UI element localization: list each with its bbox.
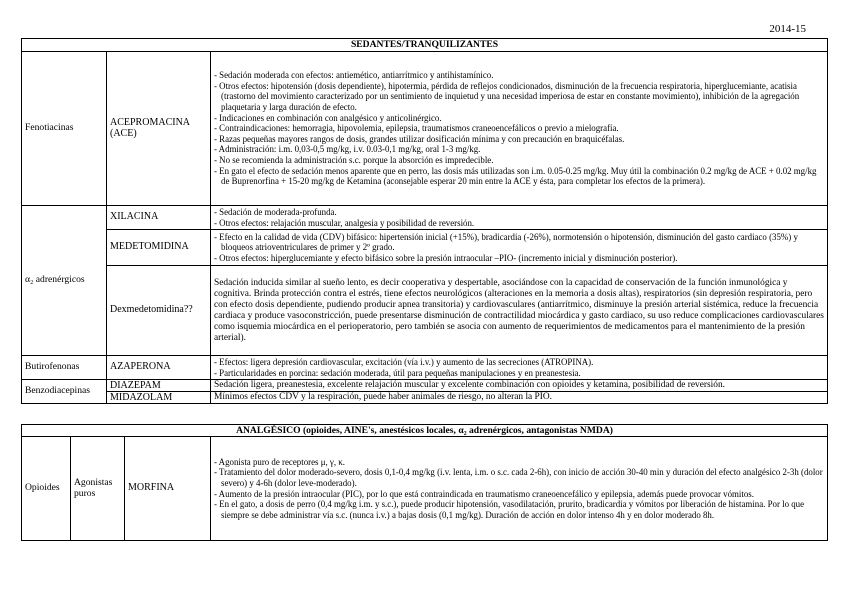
- desc-text: Sedación ligera, preanestesia, excelente relajación muscular y excelente combinación con opioides y ketamina, posibilidad de reversión.: [214, 380, 726, 390]
- desc-line: - Indicaciones en combinación con analgésico y anticolinérgico.: [214, 112, 442, 123]
- desc-line: - Efectos: ligera depresión cardiovascular, excitación (vía i.v.) y aumento de las secreciones (ATROPINA).: [214, 356, 594, 367]
- category-benzodiacepinas: Benzodiacepinas: [22, 380, 107, 404]
- drug-acepromacina: ACEPROMACINA (ACE): [107, 52, 211, 206]
- desc-line: - Otros efectos: hiperglucemiante y efecto bifásico sobre la presión intraocular –PIO- (incremento inicial y disminución posterior).: [214, 252, 678, 263]
- drug-morfina: MORFINA: [125, 437, 211, 541]
- sedantes-title: SEDANTES/TRANQUILIZANTES: [22, 39, 828, 52]
- category-opioides: Opioides: [22, 437, 71, 541]
- morfina-description: [211, 437, 828, 541]
- acepromacina-description: [211, 52, 828, 206]
- drug-diazepam: DIAZEPAM: [107, 380, 211, 392]
- desc-line: - Tratamiento del dolor moderado-severo, dosis 0,1-0,4 mg/kg (i.v. lenta, i.m. o s.c. cada 2-6h), con inicio de acción 30-40 min y duración del efecto analgésico 2-3h (dolor severo) y 4-6h (dolor leve-moderado).: [214, 467, 823, 488]
- category-alfa2: α₂ adrenérgicos: [22, 206, 107, 356]
- sedantes-table: [21, 38, 828, 404]
- medetomidina-description: [211, 230, 828, 266]
- desc-line: - Efecto en la calidad de vida (CDV) bifásico: hipertensión inicial (+15%), bradicardia (-26%), normotensión o hipotensión, disminución del gasto cardiaco (35%) y bloqueos atrioventriculares de primer y 2º grado.: [214, 231, 798, 253]
- desc-line: - Agonista puro de receptores μ, γ, κ.: [214, 456, 345, 467]
- desc-line: - Razas pequeñas mayores rangos de dosis, grandes utilizar dosificación mínima y con precaución en braquicéfalas.: [214, 133, 625, 144]
- midazolam-description: [211, 392, 828, 404]
- desc-line: - Contraindicaciones: hemorragia, hipovolemia, epilepsia, traumatismos craneoencefálicos o previo a mielografía.: [214, 123, 619, 134]
- subcategory-agonistas-puros: Agonistas puros: [71, 437, 125, 541]
- drug-xilacina: XILACINA: [107, 206, 211, 230]
- desc-line: - Aumento de la presión intraocular (PIC), por lo que está contraindicada en traumatismo craneoencefálico y epilepsia, además puede provocar vómitos.: [214, 488, 754, 499]
- desc-text: Sedación inducida similar al sueño lento, es decir cooperativa y despertable, asociándose con la capacidad de conservación de la función inmunológica y cognitiva. Brinda protección contra el estrés, tiene efectos neurológicos (alteraciones en la memoria a dosis altas), respiratorios (sin depresión respiratoria, pero con efecto dosis dependiente, pudiendo producir apnea transitoria) y cardiovasculares (antiarrítmico, disminuye la presión arterial sistémica, reduce la frecuencia cardiaca y produce vasoconstricción, puede presentarse disminución de contractilidad miocárdica y gasto cardiaco, su uso reduce complicaciones cardiovasculares como isquemia miocárdica en el perioperatorio, pero también se asocia con aumento de requerimientos de medicamentos para el mantenimiento de la presión arterial).: [214, 277, 824, 343]
- drug-midazolam: MIDAZOLAM: [107, 392, 211, 404]
- dexmedetomidina-description: [211, 266, 828, 356]
- category-butirofenonas: Butirofenonas: [22, 356, 107, 380]
- desc-line: - En el gato, a dosis de perro (0,4 mg/kg i.m. y s.c.), puede producir hipotensión, vasodilatación, prurito, bradicardia y vómitos por liberación de histamina. Por lo que siempre se debe administrar vía s.c. (nunca i.v.) a bajas dosis (0,1 mg/kg). Duración de acción en dolor intenso 4h y en dolor moderado 8h.: [214, 499, 805, 520]
- desc-line: - No se recomienda la administración s.c. porque la absorción es impredecible.: [214, 154, 494, 165]
- azaperona-description: [211, 356, 828, 380]
- desc-line: - Particularidades en porcina: sedación moderada, útil para pequeñas manipulaciones y en preanestesia.: [214, 367, 581, 378]
- desc-line: - Sedación de moderada-profunda.: [214, 206, 337, 217]
- analgesico-table: [21, 424, 828, 541]
- diazepam-description: [211, 380, 828, 392]
- desc-line: - En gato el efecto de sedación menos aparente que en perro, las dosis más utilizadas son i.m. 0.05-0.25 mg/kg. Muy útil la combinación 0.2 mg/kg de ACE + 0.02 mg/kg de Buprenorfina + 15-20 mg/kg de Ketamina (aconsejable esperar 20 min entre la ACE y ésta, para completar los efectos de la primera).: [214, 165, 817, 187]
- desc-line: - Otros efectos: relajación muscular, analgesia y posibilidad de reversión.: [214, 217, 475, 228]
- desc-text: Mínimos efectos CDV y la respiración, puede haber animales de riesgo, no alteran la PIO.: [214, 392, 553, 402]
- category-fenotiacinas: Fenotiacinas: [22, 52, 107, 206]
- drug-medetomidina: MEDETOMIDINA: [107, 230, 211, 266]
- analgesico-title: ANALGÉSICO (opioides, AINE's, anestésicos locales, α₂ adrenérgicos, antagonistas NMDA): [22, 425, 828, 437]
- desc-line: - Sedación moderada con efectos: antiemético, antiarrítmico y antihistamínico.: [214, 70, 494, 81]
- desc-line: - Administración: i.m. 0,03-0,5 mg/kg, i.v. 0.03-0,1 mg/kg, oral 1-3 mg/kg.: [214, 144, 481, 155]
- desc-line: - Otros efectos: hipotensión (dosis dependiente), hipotermia, pérdida de reflejos condicionados, disminución de la frecuencia respiratoria, hiperglucemiante, acatisia (trastorno del movimiento caracterizado por un sentimiento de inquietud y una necesidad imperiosa de estar en constante movimiento), inhibición de la agregación plaquetaria y larga duración de efecto.: [214, 80, 800, 113]
- drug-azaperona: AZAPERONA: [107, 356, 211, 380]
- xilacina-description: [211, 206, 828, 230]
- drug-dexmedetomidina: Dexmedetomidina??: [107, 266, 211, 356]
- year-label: 2014-15: [769, 23, 806, 35]
